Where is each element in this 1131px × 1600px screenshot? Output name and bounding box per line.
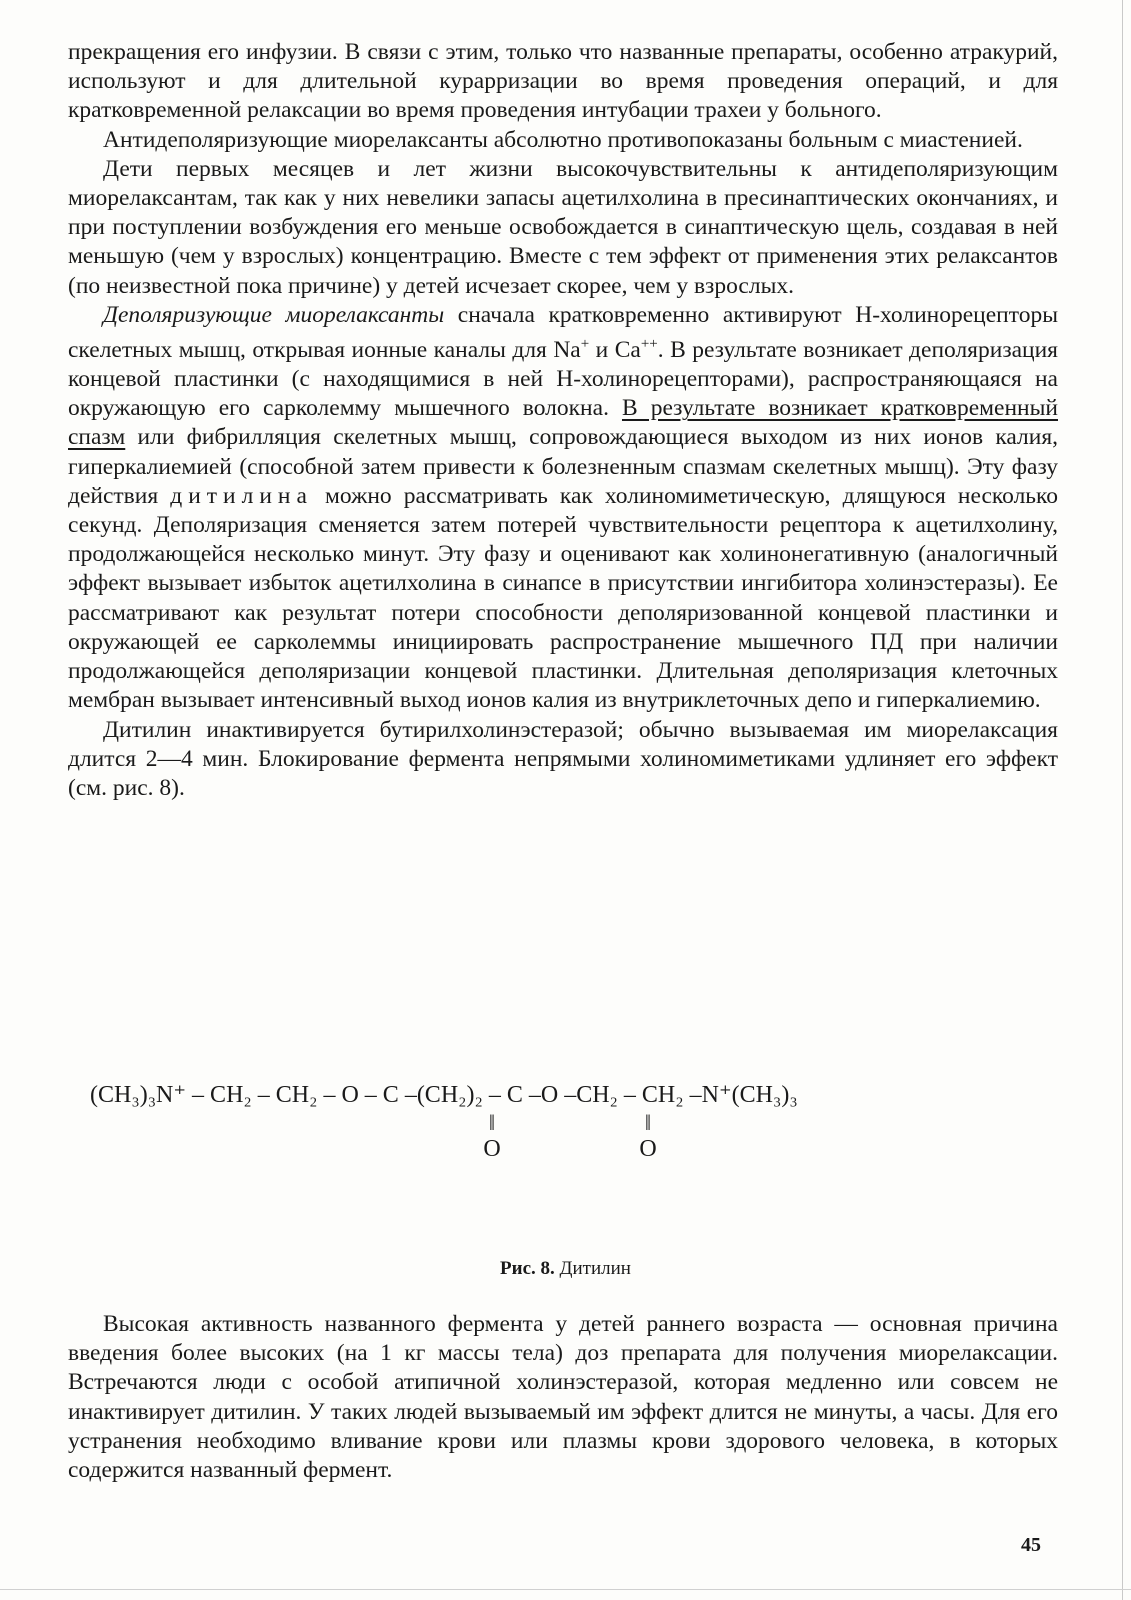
text-fragment: можно рассматривать как холиномиметическую, длящуюся несколько секунд. Деполяризация сменяется затем потерей чувствительности рецептора к ацетилхолину, продолжающейся несколько минут. Эту фазу и оценивают как холинонегативную (аналогичный эффект вызывает избыток ацетилхолина в синапсе в присутствии ингибитора холинэстеразы). Ее рассматривают как результат потери способности деполяризованной концевой пластинки и окружающей ее сарколеммы инициировать распространение мышечного ПД при наличии продолжающейся деполяризации концевой пластинки. Длительная деполяризация клеточных мембран вызывает интенсивный выход ионов калия из внутриклеточных депо и гиперкалиемию. <box>68 482 1058 714</box>
carbonyl-group-1 <box>480 1110 504 1163</box>
text-fragment: . В результате возникает деполяризация концевой пластинки (с находящимися в ней Н-холинорецепторами), распространяющаяся на окружающую его сарколемму мышечного волокна. <box>68 336 1058 422</box>
paragraph-dithylin-inactivation: Дитилин инактивируется бутирилхолинэстеразой; обычно вызываемая им миорелаксация длится 2—4 мин. Блокирование фермента непрямыми холиномиметиками удлиняет его эффект (см. рис. 8). <box>68 716 1058 801</box>
body-text-top <box>68 38 1058 803</box>
dithylin-structural-formula <box>90 1080 1050 1190</box>
figure-caption <box>0 1258 1131 1280</box>
term-depolarizing-relaxants: Деполяризующие миорелаксанты <box>103 301 445 328</box>
carbonyl-oxygen: O <box>639 1136 657 1162</box>
text-fragment: или фибрилляция скелетных мышц, сопровождающиеся выходом из них ионов калия, гиперкалиемией (способной затем привести к болезненным спазмам скелетных мышц). Эту фазу действия <box>68 424 1058 509</box>
text-fragment: сначала кратковременно активируют Н-холинорецепторы скелетных мышц, открывая ионные каналы для Na <box>68 301 1058 363</box>
calcium-charge: ++ <box>640 336 658 353</box>
page-number: 45 <box>1021 1534 1041 1556</box>
paragraph-children: Дети первых месяцев и лет жизни высокочувствительны к антидеполяризующим миорелаксантам, так как у них невелики запасы ацетилхолина в пресинаптических окончаниях, и при поступлении возбуждения его меньше освобождается в синаптическую щель, создавая в ней меньшую (чем у взрослых) концентрацию. Вместе с тем эффект от применения этих релаксантов (по неизвестной пока причине) у детей исчезает скорее, чем у взрослых. <box>68 155 1058 299</box>
paragraph-depolarizing <box>68 301 1058 716</box>
page-edge-bottom <box>0 1589 1131 1590</box>
sodium-charge: + <box>580 336 590 353</box>
paragraph-continuation: прекращения его инфузии. В связи с этим, только что названные препараты, особенно атракурий, используют и для длительной курарризации во время проведения операций, и для кратковременной релаксации во время проведения интубации трахеи у больного. <box>68 39 1058 124</box>
drug-name-dithylin: дитилина <box>170 482 313 509</box>
figure-title: Дитилин <box>554 1258 631 1279</box>
double-bond: ‖ <box>488 1110 496 1135</box>
paragraph-myasthenia: Антидеполяризующие миорелаксанты абсолютно противопоказаны больным с миастенией. <box>103 126 1023 153</box>
page-edge-right <box>1122 0 1123 1600</box>
figure-label: Рис. 8. <box>500 1258 555 1279</box>
paragraph-enzyme-activity: Высокая активность названного фермента у детей раннего возраста — основная причина введения более высоких (на 1 кг массы тела) доз препарата для получения миорелаксации. Встречаются люди с особой атипичной холинэстеразой, которая медленно или совсем не инактивирует дитилин. У таких людей вызываемый им эффект длится не минуты, а часы. Для его устранения необходимо вливание крови или плазмы крови здорового человека, в которых содержится названный фермент. <box>68 1311 1058 1484</box>
carbonyl-group-2 <box>636 1110 660 1163</box>
text-fragment: и Ca <box>589 336 641 363</box>
underlined-phrase: В результате возникает кратковременный спазм <box>68 395 1058 451</box>
body-text-bottom <box>68 1310 1058 1485</box>
formula-main-chain: (CH₃)₃N⁺ – CH₂ – CH₂ – O – C –(CH₂)₂ – C –O –CH₂ – CH₂ –N⁺(CH₃)₃ <box>90 1082 798 1108</box>
double-bond: ‖ <box>644 1110 652 1135</box>
carbonyl-oxygen: O <box>483 1136 501 1162</box>
